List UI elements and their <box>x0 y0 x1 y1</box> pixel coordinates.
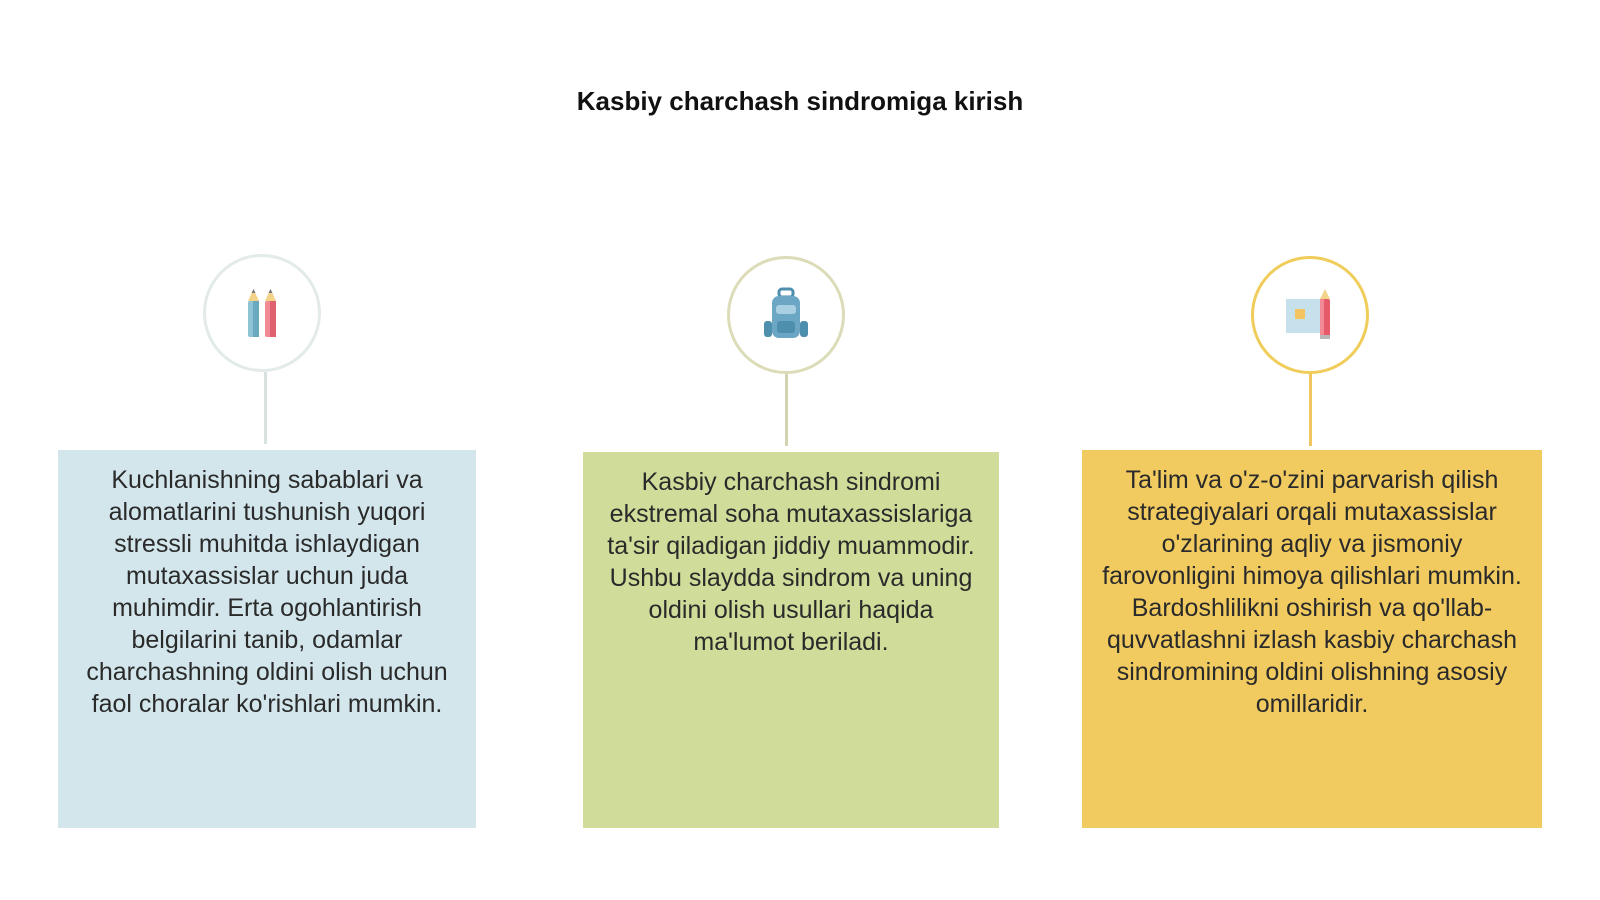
text-box-3: Ta'lim va o'z-o'zini parvarish qilish strategiyalari orqali mutaxassislar o'zlarining aqliy va jismoniy farovonligini himoya qilishlari mumkin. Bardoshlilikni oshirish va qo'llab-quvvatlashni izlash kasbiy charchash sindromining oldini olishning asosiy omillaridir. <box>1082 450 1542 828</box>
icon-circle-1 <box>203 254 321 372</box>
pencils-icon <box>230 281 294 345</box>
backpack-icon <box>754 283 818 347</box>
connector-line-2 <box>785 374 788 446</box>
text-box-2: Kasbiy charchash sindromi ekstremal soha mutaxassislariga ta'sir qiladigan jiddiy muammodir. Ushbu slaydda sindrom va uning oldini olish usullari haqida ma'lumot beriladi. <box>583 452 999 828</box>
connector-line-3 <box>1309 374 1312 446</box>
connector-line-1 <box>264 372 267 444</box>
text-box-1: Kuchlanishning sabablari va alomatlarini tushunish yuqori stressli muhitda ishlaydigan mutaxassislar uchun juda muhimdir. Erta ogohlantirish belgilarini tanib, odamlar charchashning oldini olish uchun faol choralar ko'rishlari mumkin. <box>58 450 476 828</box>
notebook-pencil-icon <box>1278 283 1342 347</box>
icon-circle-2 <box>727 256 845 374</box>
page-title: Kasbiy charchash sindromiga kirish <box>576 86 1024 116</box>
icon-circle-3 <box>1251 256 1369 374</box>
